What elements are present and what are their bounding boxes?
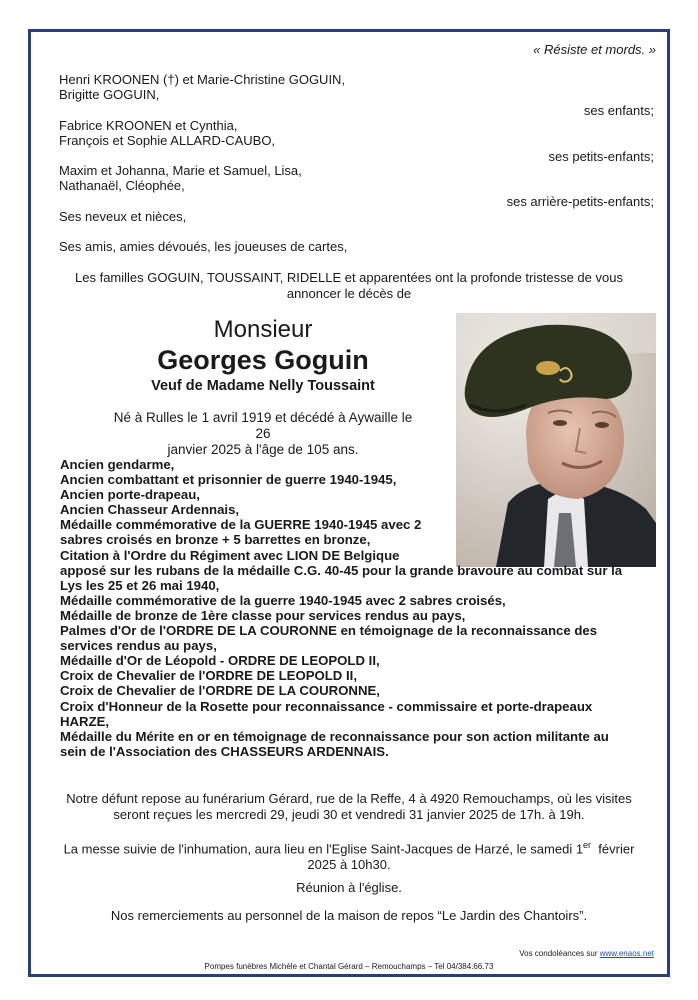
- family-nephews: Ses neveux et nièces,: [59, 209, 187, 224]
- honors-list: [60, 457, 660, 759]
- honor-item: Lys les 25 et 26 mai 1940,: [60, 577, 220, 593]
- honor-item: Citation à l'Ordre du Régiment avec LION DE Belgique: [60, 547, 400, 563]
- mass-line: [58, 837, 640, 857]
- honor-item: Croix de Chevalier de l'ORDRE DE LEOPOLD II,: [60, 668, 357, 684]
- deceased-title: Monsieur: [213, 316, 313, 343]
- family-line: François et Sophie ALLARD-CAUBO,: [59, 133, 276, 148]
- mass-text-month: février: [591, 841, 635, 857]
- relation-grandchildren: ses petits-enfants;: [548, 149, 654, 164]
- family-line: Henri KROONEN (†) et Marie-Christine GOGUIN,: [59, 72, 346, 87]
- announcement: [58, 270, 640, 302]
- family-group-great-grandchildren: [59, 163, 302, 193]
- honor-item: Ancien Chasseur Ardennais,: [60, 502, 240, 518]
- motto: « Résiste et mords. »: [533, 42, 656, 57]
- honor-item: Palmes d'Or de l'ORDRE DE LA COURONNE en témoignage de la reconnaissance des: [60, 623, 598, 639]
- family-line: Brigitte GOGUIN,: [59, 87, 160, 102]
- announcement-line: annoncer le décès de: [286, 286, 412, 301]
- family-group-grandchildren: [59, 118, 275, 148]
- repose-line: Notre défunt repose au funérarium Gérard, rue de la Reffe, 4 à 4920 Remouchamps, où les visites: [66, 791, 632, 806]
- announcement-line: Les familles GOGUIN, TOUSSAINT, RIDELLE et apparentées ont la profonde tristesse de vous: [75, 270, 623, 285]
- deceased-widow: Veuf de Madame Nelly Toussaint: [151, 378, 375, 394]
- birth-line: janvier 2025 à l'âge de 105 ans.: [167, 442, 359, 457]
- honor-item: Croix de Chevalier de l'ORDRE DE LA COURONNE,: [60, 683, 380, 699]
- honor-item: Médaille commémorative de la GUERRE 1940-1945 avec 2: [60, 517, 422, 533]
- honor-item: Croix d'Honneur de la Rosette pour reconnaissance - commissaire et porte-drapeaux: [60, 698, 593, 714]
- reunion-info: Réunion à l'église.: [296, 880, 402, 895]
- honor-item: sein de l'Association des CHASSEURS ARDENNAIS.: [60, 743, 389, 759]
- honor-item: apposé sur les rubans de la médaille C.G. 40-45 pour la grande bravoure au combat sur la: [60, 562, 623, 578]
- honor-item: Médaille d'Or de Léopold - ORDRE DE LEOPOLD II,: [60, 653, 380, 669]
- relation-children: ses enfants;: [583, 103, 654, 118]
- mass-text: La messe suivie de l'inhumation, aura lieu en l'Eglise Saint-Jacques de Harzé, le samedi 1: [63, 841, 584, 857]
- mass-line: 2025 à 10h30.: [307, 857, 391, 873]
- mass-info: [58, 837, 640, 873]
- condolences-link[interactable]: www.enaos.net: [599, 949, 654, 958]
- honor-item: Médaille commémorative de la guerre 1940-1945 avec 2 sabres croisés,: [60, 592, 506, 608]
- birth-death-info: [105, 410, 421, 458]
- repose-line: seront reçues les mercredi 29, jeudi 30 et vendredi 31 janvier 2025 de 17h. à 19h.: [113, 807, 585, 822]
- condolences-label: Vos condoléances sur: [519, 949, 600, 958]
- honor-item: Ancien combattant et prisonnier de guerre 1940-1945,: [60, 472, 397, 488]
- deceased-name: Georges Goguin: [157, 345, 369, 375]
- honor-item: Médaille de bronze de 1ère classe pour services rendus au pays,: [60, 607, 466, 623]
- family-line: Fabrice KROONEN et Cynthia,: [59, 118, 238, 133]
- condolences-note: [519, 949, 654, 958]
- family-line: Maxim et Johanna, Marie et Samuel, Lisa,: [59, 163, 302, 178]
- relation-great-grandchildren: ses arrière-petits-enfants;: [506, 194, 654, 209]
- family-group-children: [59, 72, 345, 102]
- birth-line: Né à Rulles le 1 avril 1919 et décédé à Aywaille le 26: [113, 410, 413, 441]
- honor-item: Ancien gendarme,: [60, 457, 175, 472]
- honor-item: sabres croisés en bronze + 5 barrettes en bronze,: [60, 532, 371, 548]
- thanks-note: Nos remerciements au personnel de la maison de repos “Le Jardin des Chantoirs”.: [110, 908, 588, 923]
- honor-item: HARZE,: [60, 713, 110, 729]
- honor-item: Ancien porte-drapeau,: [60, 487, 200, 503]
- mass-superscript: er: [583, 840, 592, 850]
- honor-item: services rendus au pays,: [60, 638, 217, 654]
- honor-item: Médaille du Mérite en or en témoignage de reconnaissance pour son action militante au: [60, 728, 609, 744]
- family-friends: Ses amis, amies dévoués, les joueuses de cartes,: [59, 239, 348, 254]
- family-line: Nathanaël, Cléophée,: [59, 178, 185, 193]
- funeral-home-info: Pompes funèbres Michèle et Chantal Gérard – Remouchamps – Tel 04/384.66.73: [204, 962, 494, 971]
- repose-info: [58, 791, 640, 823]
